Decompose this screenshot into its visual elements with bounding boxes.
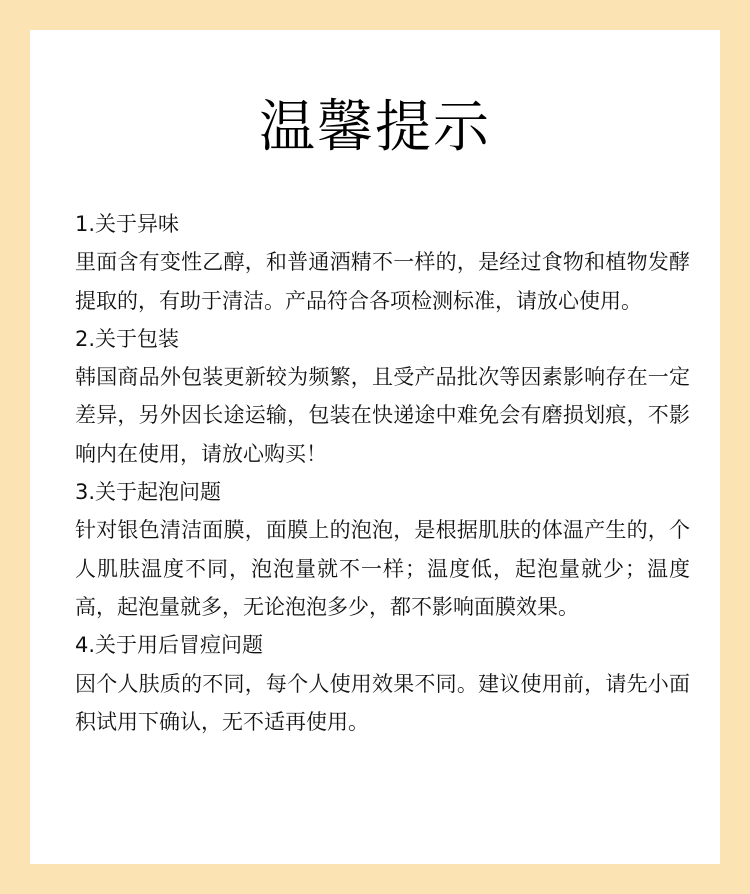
section-heading: 4.关于用后冒痘问题 bbox=[75, 633, 264, 658]
section-foaming bbox=[75, 473, 690, 626]
page-title: 温馨提示 bbox=[259, 95, 491, 160]
section-packaging bbox=[75, 320, 690, 473]
section-body: 针对银色清洁面膜，面膜上的泡泡，是根据肌肤的体温产生的，个人肌肤温度不同，泡泡量就不一样；温度低，起泡量就少；温度高，起泡量就多，无论泡泡多少，都不影响面膜效果。 bbox=[75, 518, 690, 619]
section-heading: 2.关于包装 bbox=[75, 326, 180, 351]
section-heading: 1.关于异味 bbox=[75, 212, 180, 236]
section-breakout bbox=[75, 626, 690, 741]
section-odor bbox=[75, 205, 690, 320]
notice-content bbox=[75, 205, 690, 741]
section-heading: 3.关于起泡问题 bbox=[75, 480, 222, 505]
section-body: 里面含有变性乙醇，和普通酒精不一样的，是经过食物和植物发酵提取的，有助于清洁。产品符合各项检测标准，请放心使用。 bbox=[75, 250, 690, 313]
section-body: 因个人肤质的不同，每个人使用效果不同。建议使用前，请先小面积试用下确认，无不适再使用。 bbox=[75, 671, 690, 734]
section-body: 韩国商品外包装更新较为频繁，且受产品批次等因素影响存在一定差异，另外因长途运输，包装在快递途中难免会有磨损划痕，不影响内在使用，请放心购买！ bbox=[75, 365, 690, 466]
notice-card bbox=[30, 30, 720, 864]
